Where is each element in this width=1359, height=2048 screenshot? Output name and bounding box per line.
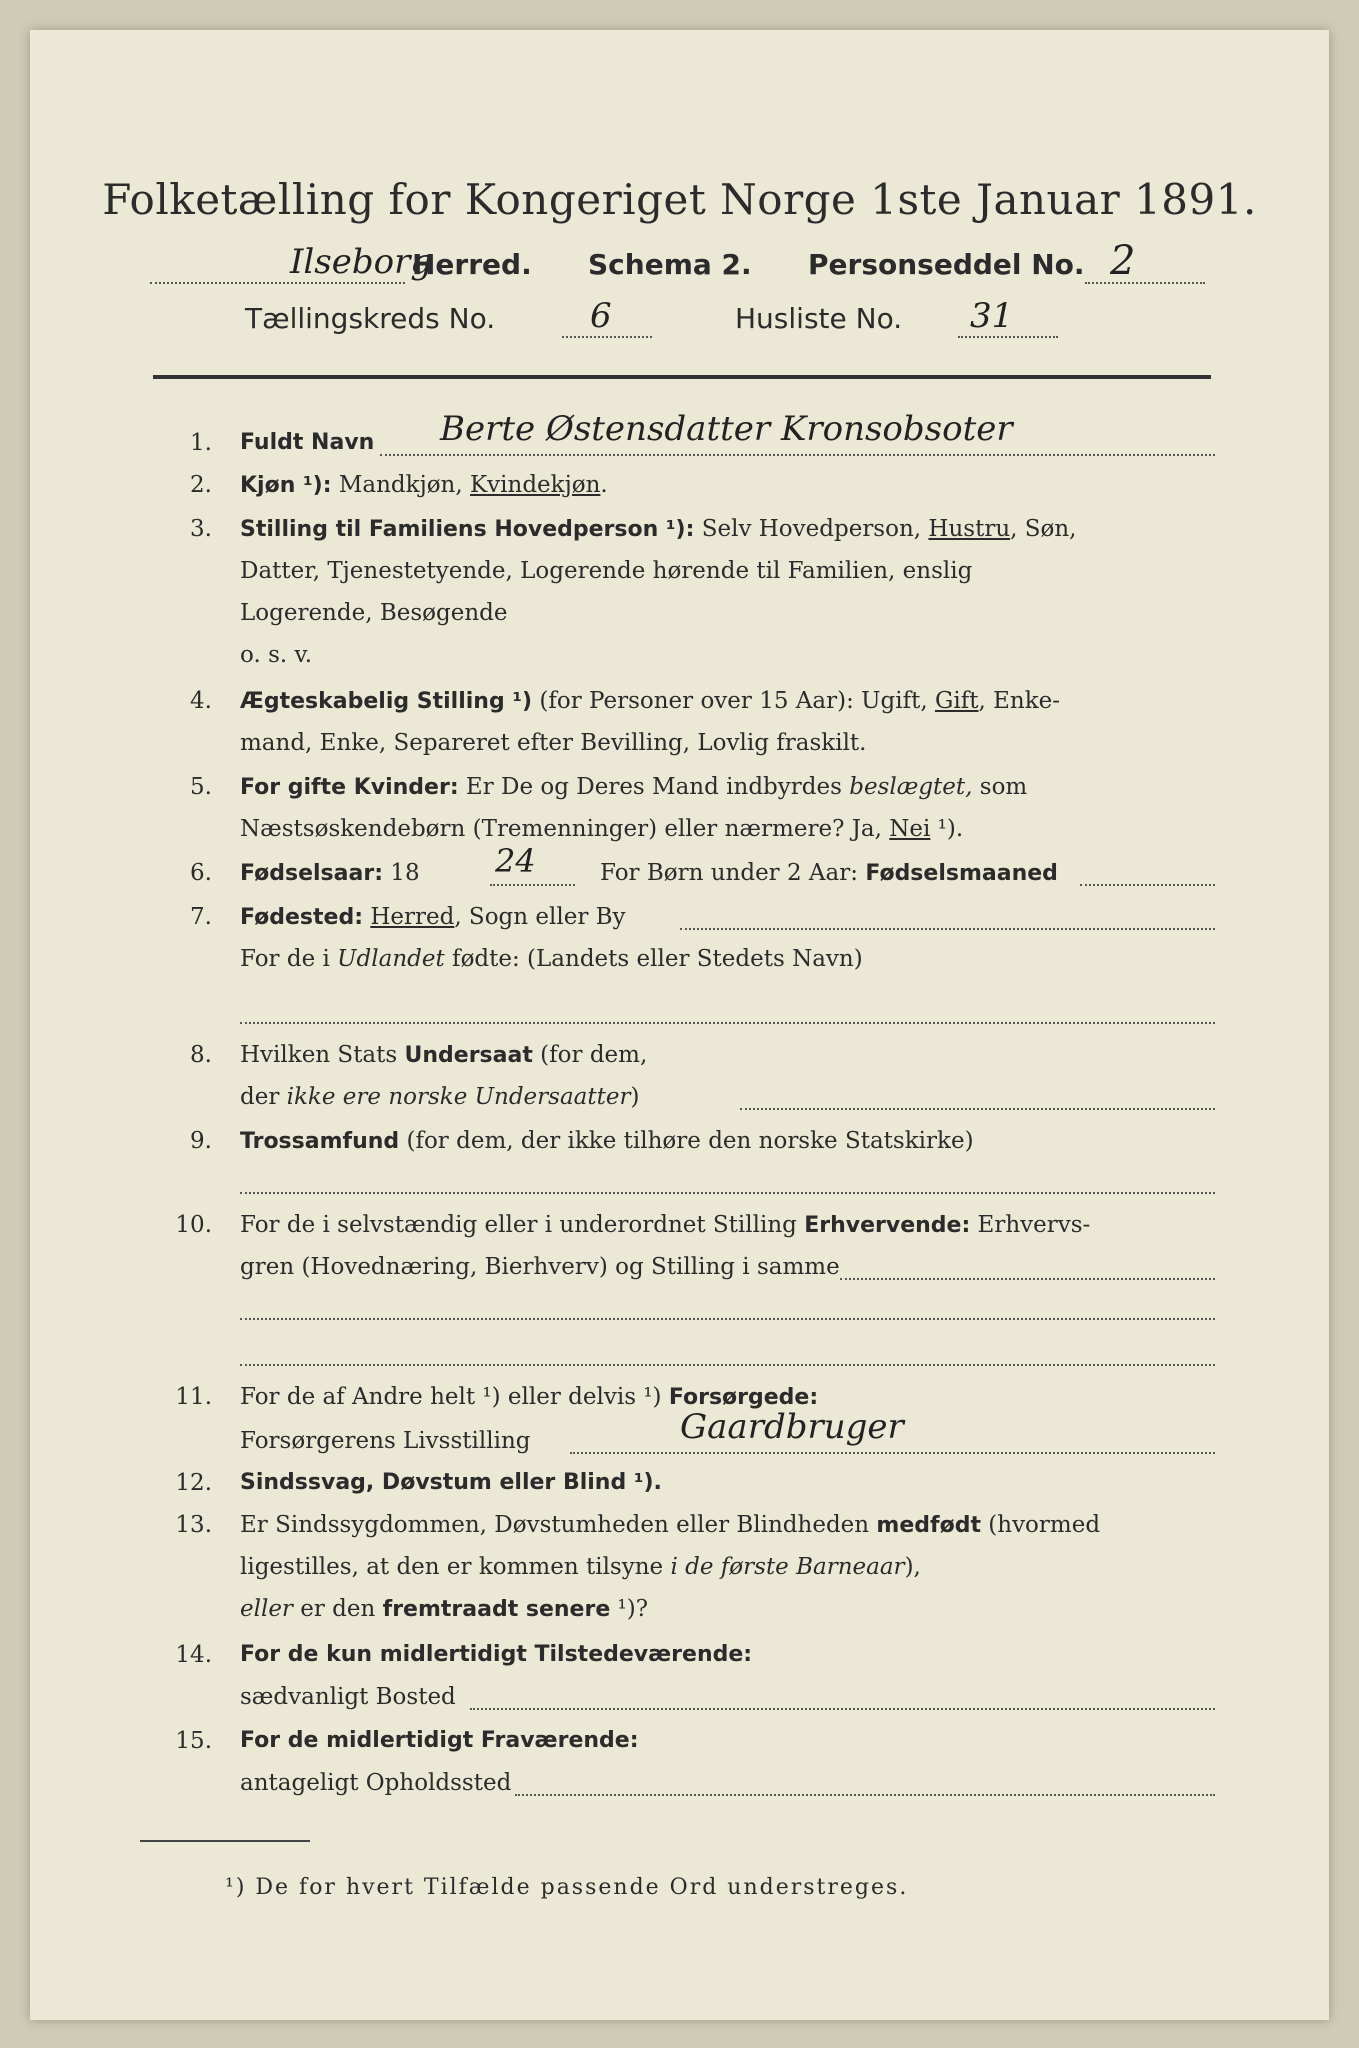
taellingskreds-label: Tællingskreds No. (245, 302, 496, 335)
birth-year-value: 24 (495, 842, 536, 880)
husliste-value: 31 (970, 296, 1014, 336)
footnote: ¹) De for hvert Tilfælde passende Ord understreges. (225, 1875, 909, 1900)
selected-hustru: Hustru (928, 516, 1011, 542)
husliste-label: Husliste No. (735, 302, 903, 335)
selected-nei: Nei (889, 816, 931, 842)
herred-value: Ilseborg (290, 242, 433, 282)
selected-herred: Herred (370, 904, 455, 930)
form-title: Folketælling for Kongeriget Norge 1ste Januar 1891. (102, 175, 1257, 224)
taellingskreds-value: 6 (590, 296, 612, 336)
herred-label: Herred. (412, 248, 532, 281)
personseddel-value: 2 (1110, 238, 1136, 284)
selected-gift: Gift (934, 688, 979, 714)
header-rule (153, 375, 1211, 379)
personseddel-label: Personseddel No. (808, 248, 1085, 281)
header-line-2 (150, 296, 1210, 346)
supporter-occupation-value: Gaardbruger (680, 1407, 904, 1447)
full-name-value: Berte Østensdatter Kronsobsoter (440, 409, 1013, 449)
header-line-1 (150, 238, 1210, 292)
selected-kvindekjon: Kvindekjøn (469, 472, 601, 498)
census-form: Folketælling for Kongeriget Norge 1ste Januar 1891. Ilseborg Herred. Schema 2. Personseddel No. 2 Tællingskreds No. 6 Husliste No. 31 1. Fuldt Navn Berte Østensdatter Kronsobsoter 2. Kjøn ¹): Mandkjøn, Kvindekjøn. 3. Stilling til Familiens Hovedperson ¹): Selv Hovedperson, Hustru, Søn, Datter, Tjenestetyende, Logerende hørende til Familien, enslig Logerende, Besøgende o. s. v. 4. Ægteskabelig Stilling ¹) (for Personer over 15 Aar): Ugift, Gift, Enke- mand, Enke, Separeret efter Bevilling, Lovlig fraskilt. 5. For gifte Kvinder: Er De og Deres Mand indbyrdes beslægtet, som Næstsøskendebørn (Tremenninger) eller nærmere? Ja, Nei ¹). 6. Fødselsaar: 18 24 For Børn under 2 Aar: Fødselsmaaned 7. Fødested: Herred, Sogn eller By For de i Udlandet fødte: (Landets eller Stedets Navn) 8. Hvilken Stats Undersaat (for dem, der ikke ere norske Undersaatter) 9. Trossamfund (for dem, der ikke tilhøre den norske Statskirke) 10. For de i selvstændig eller i underordnet Stilling Erhvervende: Erhvervs- gren (Hovednæring, Bierhverv) og Stilling i samme 11. For de af Andre helt ¹) eller delvis ¹) Forsørgede: Forsørgerens Livsstilling Gaardbruger 12. Sindssvag, Døvstum eller Blind ¹). 13. Er Sindssygdommen, Døvstumheden eller Blindheden medfødt (hvormed ligestilles, at den er kommen tilsyne i de første Barneaar), eller er den fremtraadt senere ¹)? 14. For de kun midlertidigt Tilstedeværende: sædvanligt Bosted 15. For de midlertidigt Fraværende: antageligt Opholdssted ¹) De for hvert Tilfælde passende Ord understreges. (30, 30, 1329, 2020)
schema-label: Schema 2. (588, 248, 752, 281)
footnote-rule (140, 1840, 310, 1842)
